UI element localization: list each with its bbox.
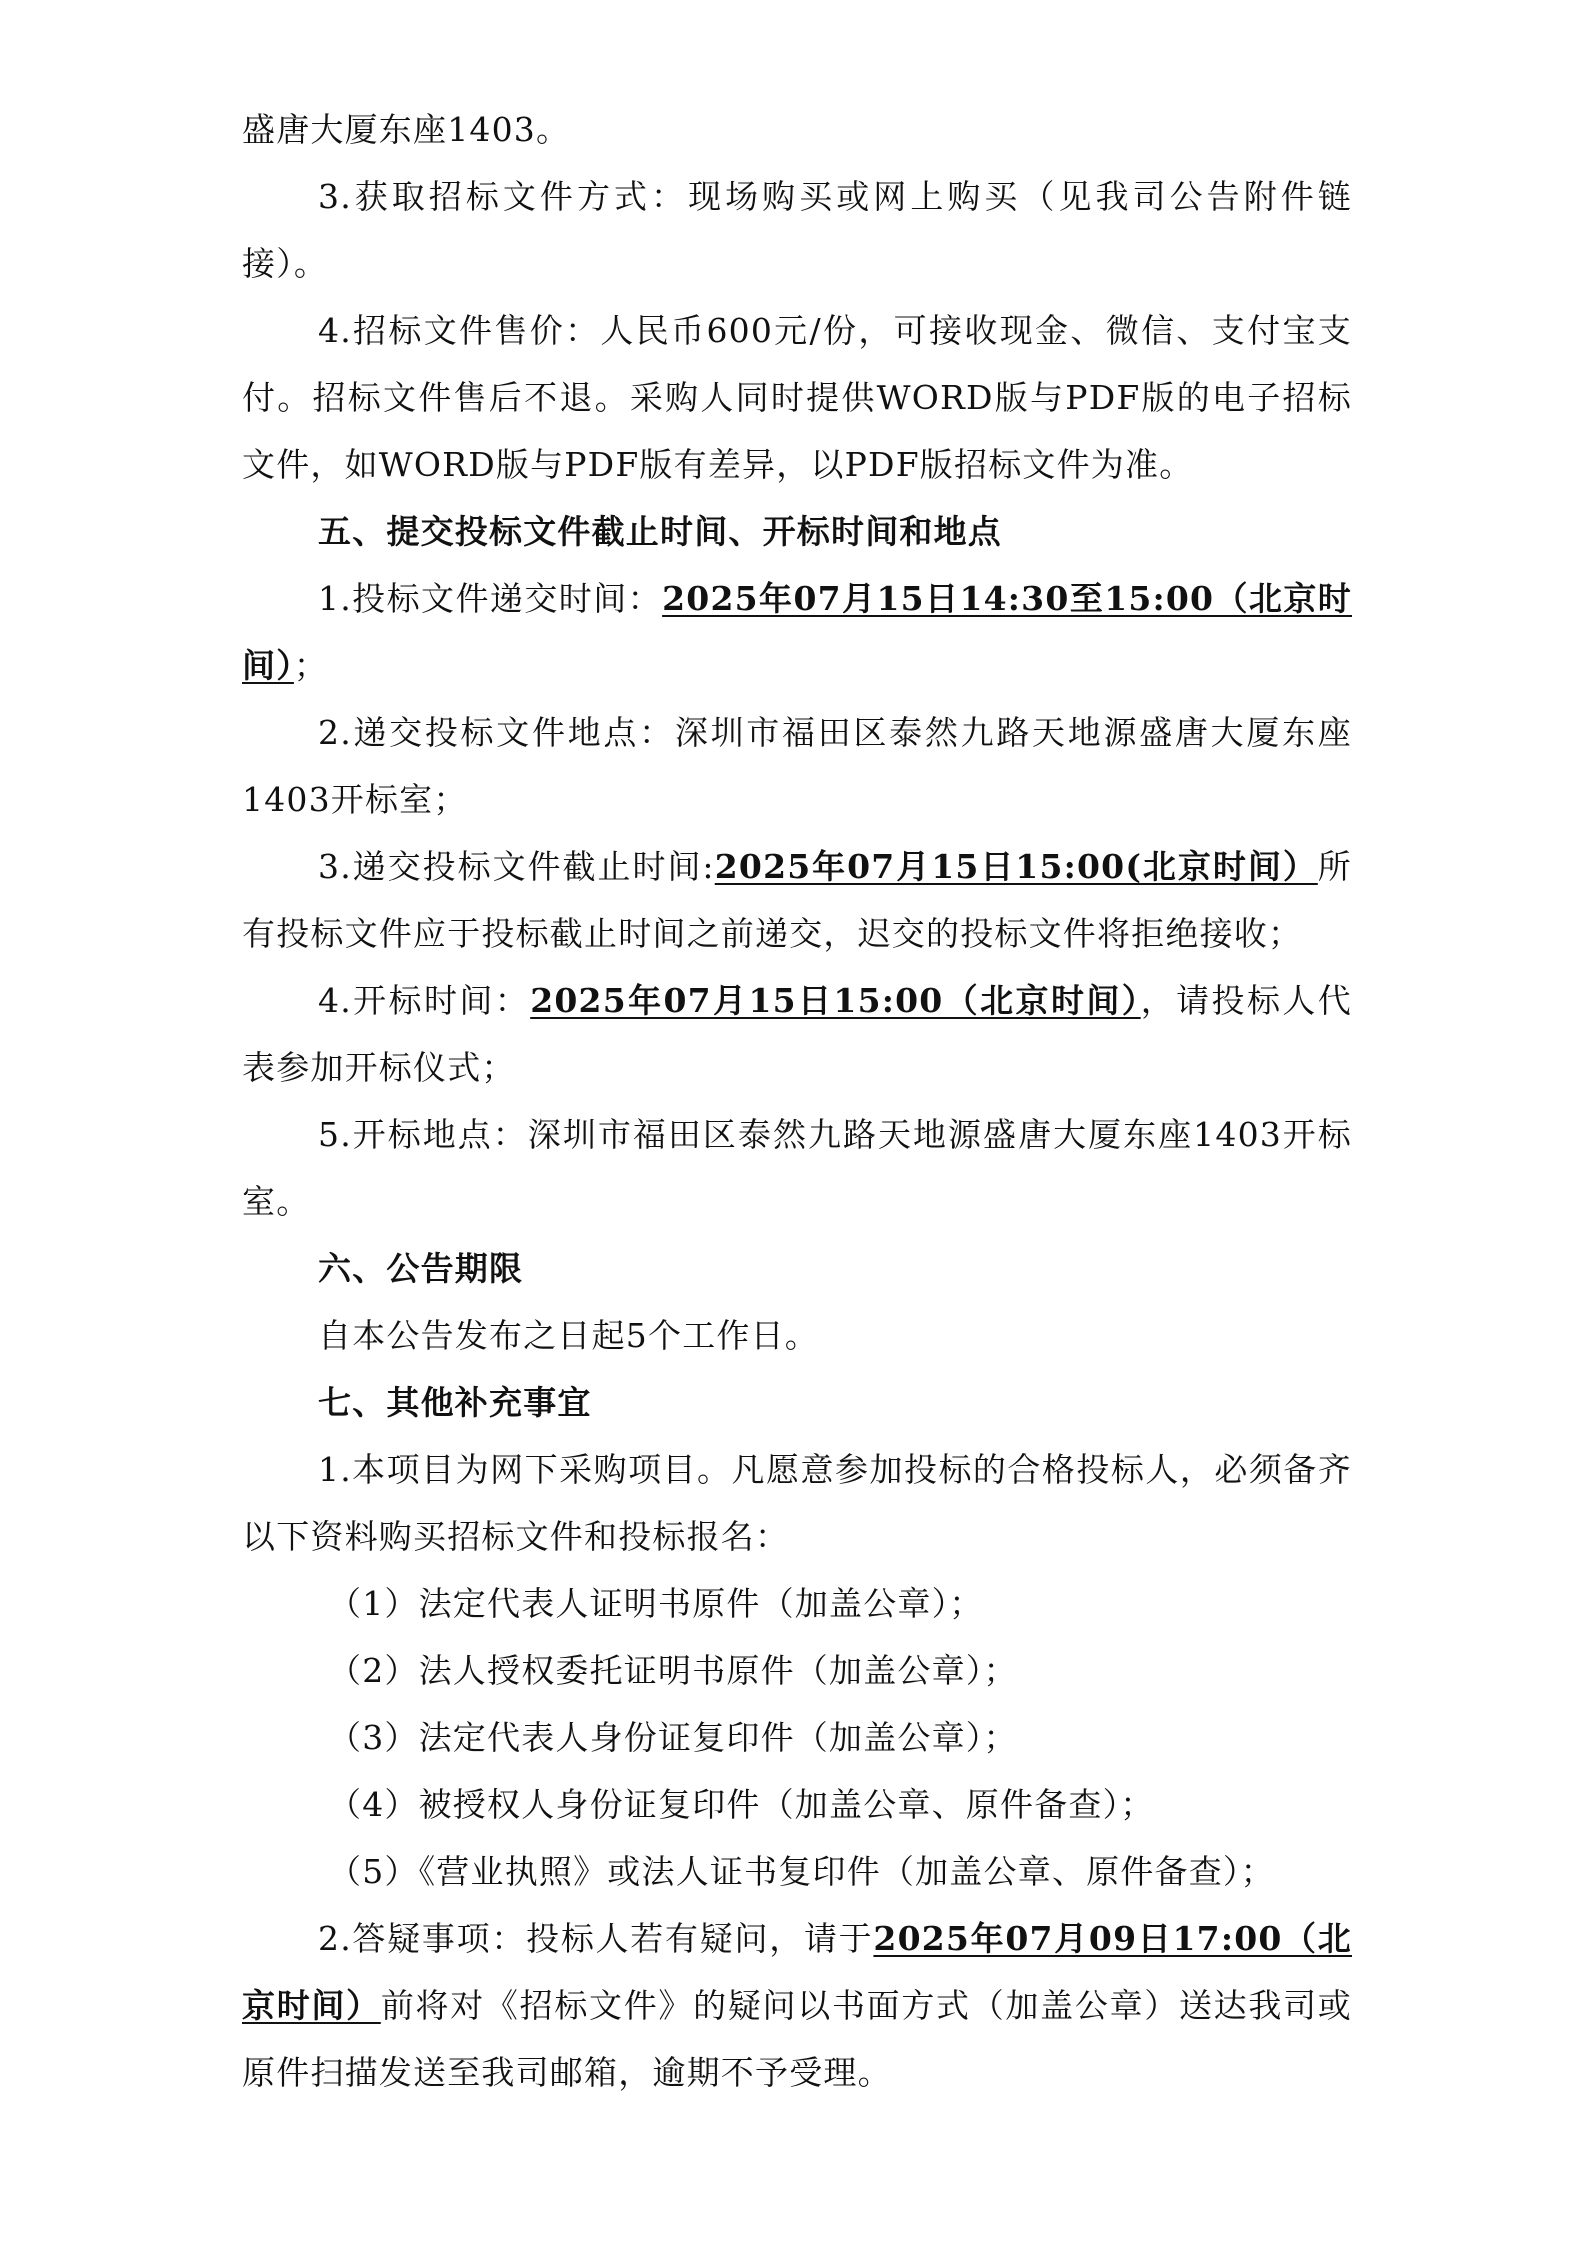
paragraph-submit-time xyxy=(242,565,1352,699)
list-item: （2）法人授权委托证明书原件（加盖公章）； xyxy=(328,1651,1018,1690)
deadline-value: 2025年07月15日15:00(北京时间） xyxy=(714,847,1318,886)
paragraph-qa xyxy=(242,1905,1352,2106)
qa-label: 2.答疑事项：投标人若有疑问，请于 xyxy=(318,1919,874,1958)
list-item: （1）法定代表人证明书原件（加盖公章）； xyxy=(328,1584,984,1623)
paragraph-address-continued: 盛唐大厦东座1403。 xyxy=(242,110,571,149)
opening-time-label: 4.开标时间： xyxy=(318,981,531,1020)
qa-note: 前将对《招标文件》的疑问以书面方式（加盖公章）送达我司或原件扫描发送至我司邮箱，逾期不予受理。 xyxy=(242,1986,1352,2092)
document-page xyxy=(242,96,1352,2106)
paragraph-price: 4.招标文件售价：人民币600元/份，可接收现金、微信、支付宝支付。招标文件售后不退。采购人同时提供WORD版与PDF版的电子招标文件，如WORD版与PDF版有差异，以PDF版招标文件为准。 xyxy=(242,311,1352,484)
paragraph-offline-procurement: 1.本项目为网下采购项目。凡愿意参加投标的合格投标人，必须备齐以下资料购买招标文件和投标报名： xyxy=(242,1450,1352,1556)
section-heading-5: 五、提交投标文件截止时间、开标时间和地点 xyxy=(318,512,1002,551)
paragraph-opening-time xyxy=(242,967,1352,1101)
submit-time-label: 1.投标文件递交时间： xyxy=(318,579,663,618)
deadline-label: 3.递交投标文件截止时间: xyxy=(318,847,715,886)
opening-time-value: 2025年07月15日15:00（北京时间） xyxy=(530,981,1141,1020)
paragraph-notice-period: 自本公告发布之日起5个工作日。 xyxy=(318,1316,819,1355)
paragraph-obtain-method: 3.获取招标文件方式：现场购买或网上购买（见我司公告附件链接）。 xyxy=(242,177,1352,283)
paragraph-opening-place: 5.开标地点：深圳市福田区泰然九路天地源盛唐大厦东座1403开标室。 xyxy=(242,1115,1352,1221)
paragraph-submit-place: 2.递交投标文件地点：深圳市福田区泰然九路天地源盛唐大厦东座1403开标室； xyxy=(242,713,1352,819)
section-heading-7: 七、其他补充事宜 xyxy=(318,1383,592,1422)
list-item: （3）法定代表人身份证复印件（加盖公章）； xyxy=(328,1718,1018,1757)
opening-time-note: ，请投标人代表参加开标仪式； xyxy=(242,981,1353,1087)
paragraph-deadline xyxy=(242,833,1352,967)
section-heading-6: 六、公告期限 xyxy=(318,1249,524,1288)
submit-time-value: 2025年07月15日14:30至15:00（北京时间） xyxy=(242,579,1352,685)
qa-deadline-value: 2025年07月09日17:00（北京时间） xyxy=(242,1919,1352,2025)
submit-time-end: ； xyxy=(293,646,329,685)
deadline-note: 所有投标文件应于投标截止时间之前递交，迟交的投标文件将拒绝接收； xyxy=(242,847,1352,953)
list-item: （4）被授权人身份证复印件（加盖公章、原件备查）； xyxy=(328,1785,1155,1824)
list-item: （5）《营业执照》或法人证书复印件（加盖公章、原件备查）； xyxy=(328,1852,1275,1891)
